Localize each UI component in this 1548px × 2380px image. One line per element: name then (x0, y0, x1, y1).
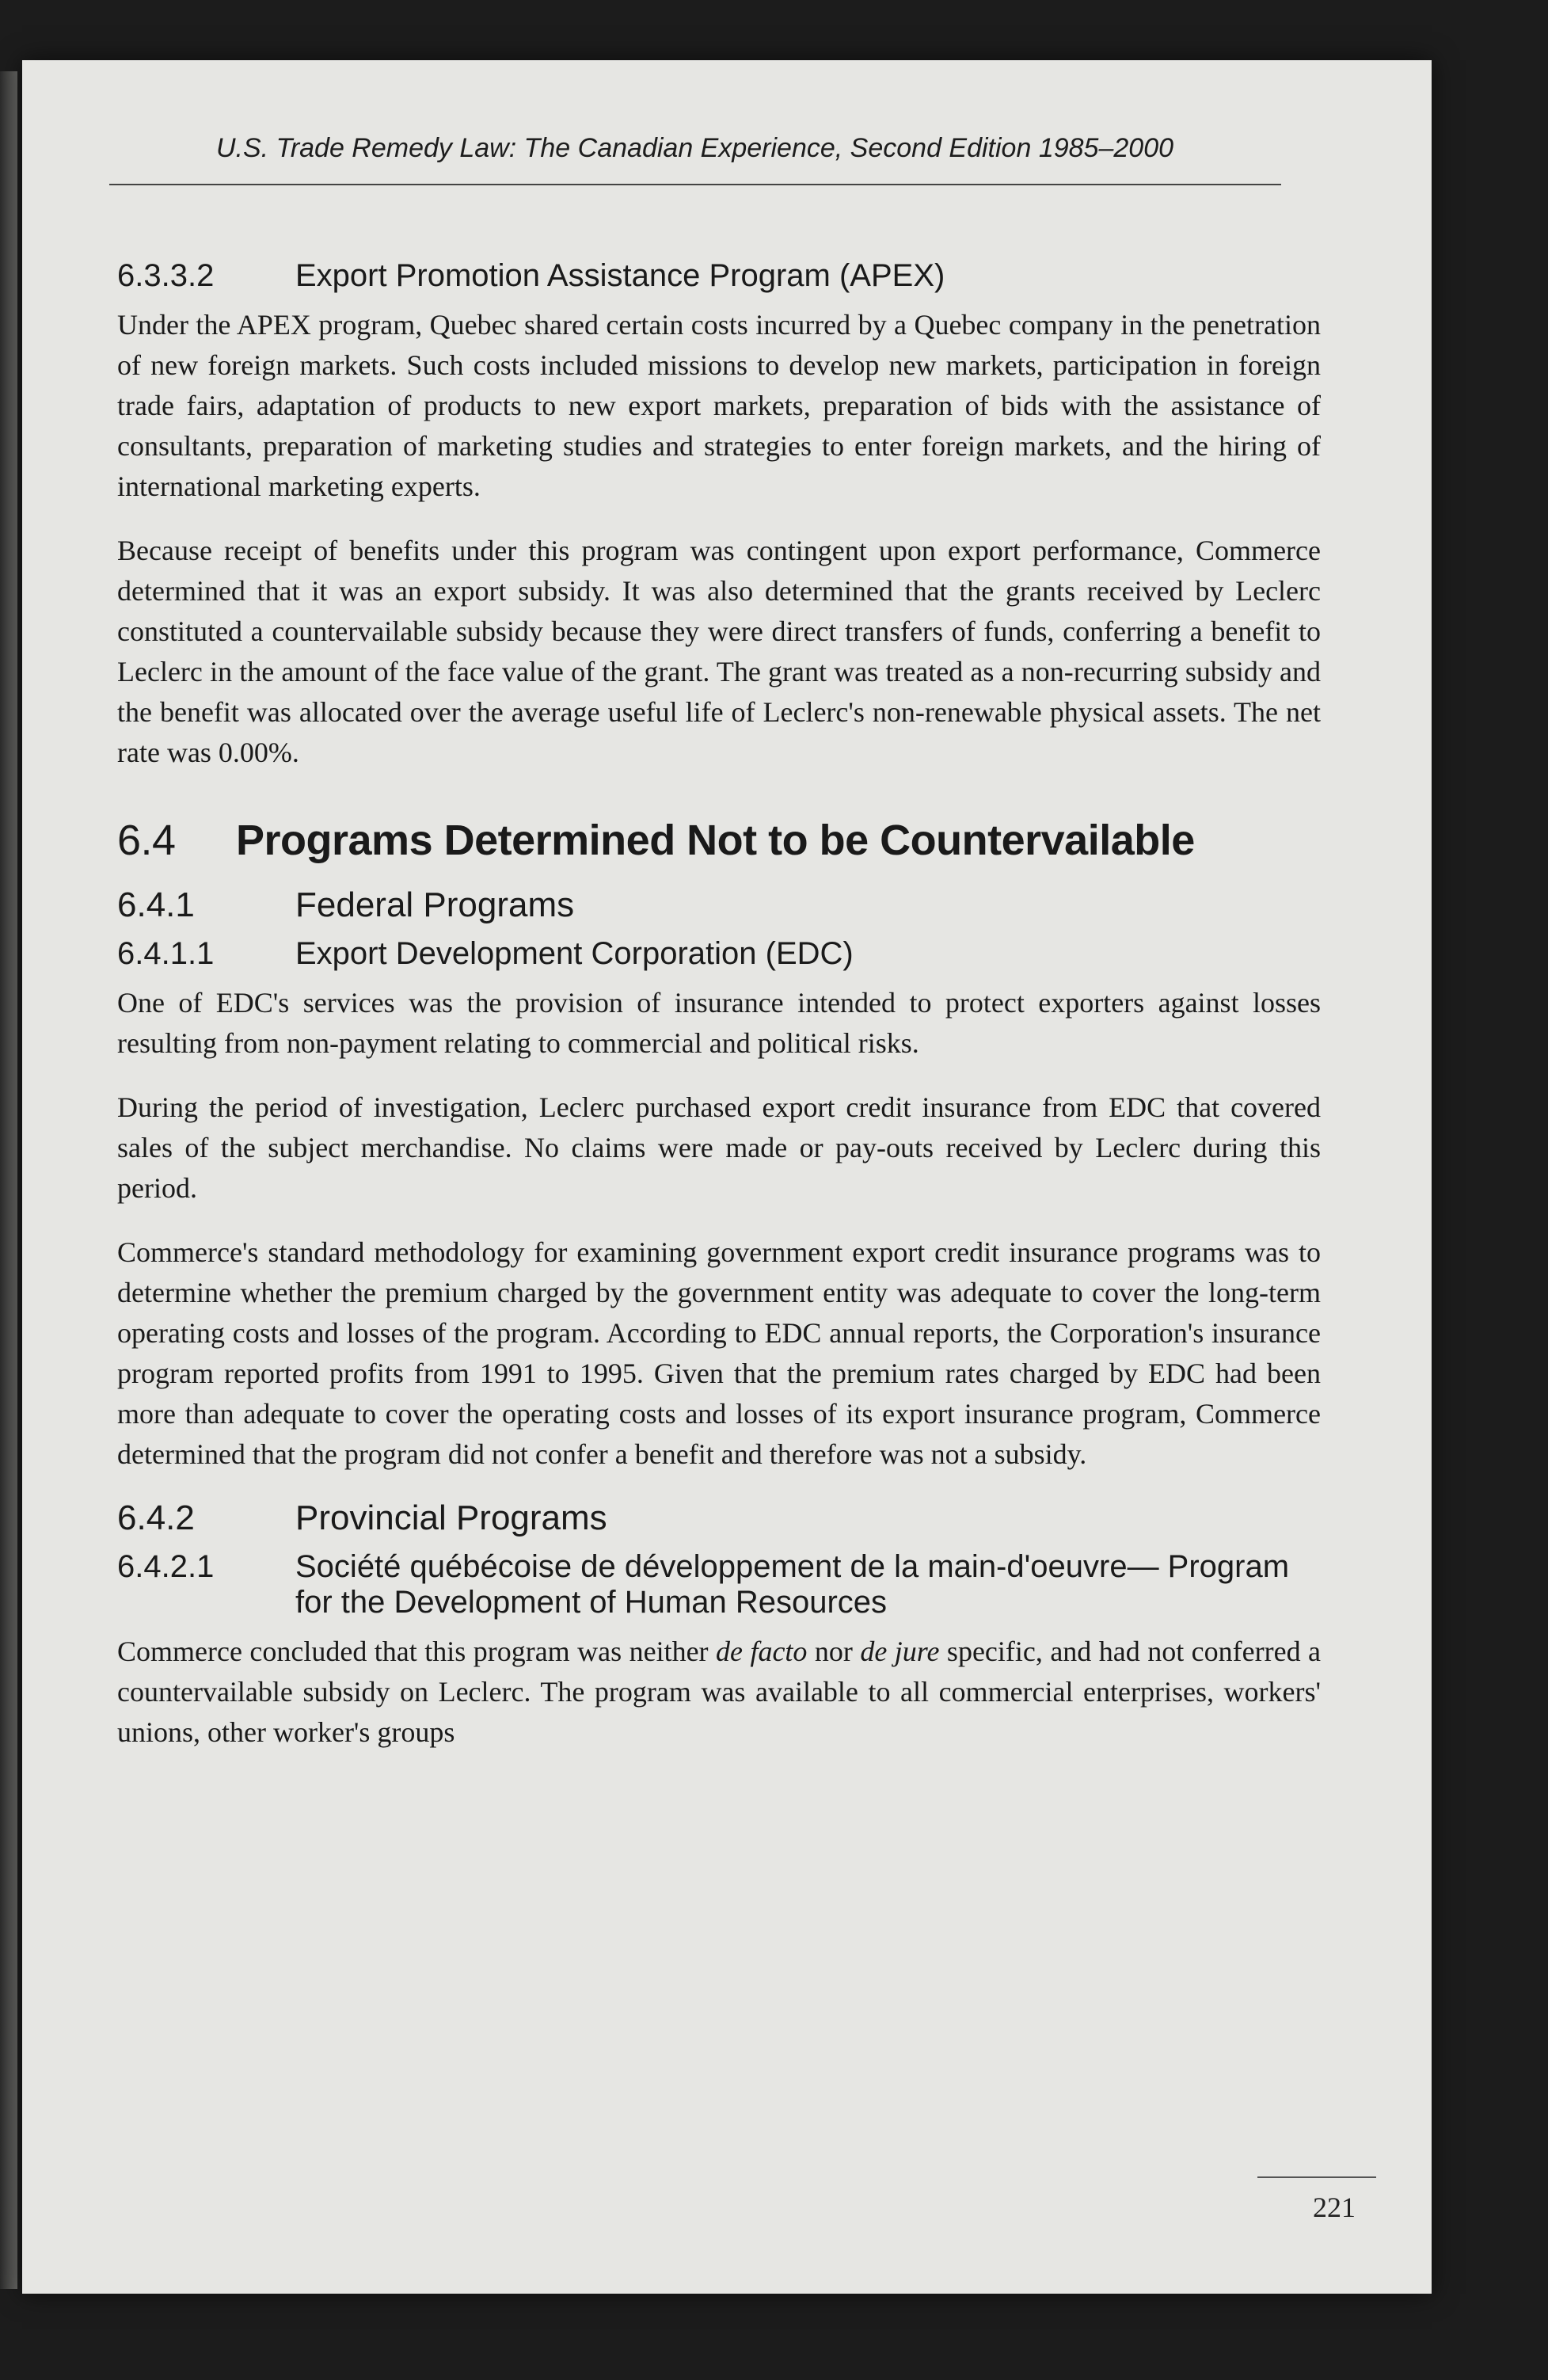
edc-paragraph-1: One of EDC's services was the provision of insurance intended to protect exporters against losses resulting from non-payment relating to commercial and political risks. (117, 987, 1321, 1059)
text-run: Commerce concluded that this program was neither (117, 1636, 716, 1667)
apex-paragraph-2: Because receipt of benefits under this program was contingent upon export performance, Commerce determined that it was an export subsidy. It was also determined that the grants received by Leclerc constituted a countervailable subsidy because they were direct transfers of funds, conferring a benefit to Leclerc in the amount of the face value of the grant. The grant was treated as a non-recurring subsidy and the benefit was allocated over the average useful life of Leclerc's non-renewable physical assets. The net rate was 0.00%. (117, 535, 1321, 768)
header-rule (109, 184, 1281, 185)
page-edge (0, 71, 17, 2289)
apex-paragraph-1: Under the APEX program, Quebec shared certain costs incurred by a Quebec company in the penetration of new foreign markets. Such costs included missions to develop new markets, participation in foreign trade fairs, adaptation of products to new export markets, preparation of bids with the assistance of consultants, preparation of marketing studies and strategies to enter foreign markets, and the hiring of international marketing experts. (117, 309, 1321, 502)
heading-6-3-3-2 (117, 258, 1321, 294)
edc-paragraph-3: Commerce's standard methodology for examining government export credit insurance programs was to determine whether the premium charged by the government entity was adequate to cover the long-term operating costs and losses of the program. According to EDC annual reports, the Corporation's insurance program reported profits from 1991 to 1995. Given that the premium rates charged by EDC had been more than adequate to cover the operating costs and losses of its export insurance program, Commerce determined that the program did not confer a benefit and therefore was not a subsidy. (117, 1236, 1321, 1470)
heading-number: 6.4.1.1 (117, 936, 215, 971)
page-content (117, 258, 1321, 1776)
sqdm-paragraph-1 (117, 1632, 1321, 1753)
page-number: 221 (1313, 2192, 1356, 2223)
heading-title: Programs Determined Not to be Countervailable (236, 817, 1195, 864)
heading-title: Société québécoise de développement de la main-d'oeuvre— Program for the Development of Human Resources (295, 1549, 1290, 1620)
footer-rule (1257, 2176, 1376, 2178)
heading-number: 6.4.2.1 (117, 1549, 215, 1584)
heading-6-4 (117, 816, 1321, 865)
heading-6-4-1-1 (117, 936, 1321, 972)
edc-paragraph-2: During the period of investigation, Leclerc purchased export credit insurance from EDC that covered sales of the subject merchandise. No claims were made or pay-outs received by Leclerc during this period. (117, 1091, 1321, 1204)
heading-title: Federal Programs (295, 885, 575, 924)
heading-title: Export Promotion Assistance Program (APEX) (295, 258, 945, 293)
italic-term: de facto (716, 1636, 808, 1667)
text-run: nor (807, 1636, 861, 1667)
heading-6-4-2-1 (117, 1549, 1321, 1620)
heading-number: 6.4.2 (117, 1498, 195, 1537)
heading-number: 6.4 (117, 817, 176, 864)
italic-term: de jure (860, 1636, 940, 1667)
heading-6-4-2 (117, 1498, 1321, 1538)
book-page (22, 60, 1432, 2294)
running-head: U.S. Trade Remedy Law: The Canadian Experience, Second Edition 1985–2000 (216, 133, 1174, 163)
text-run: specific, and had not conferred a countervailable subsidy on Leclerc. The program was available to all commercial enterprises, workers' unions, other worker's groups (117, 1636, 1322, 1748)
heading-number: 6.4.1 (117, 885, 195, 924)
heading-title: Provincial Programs (295, 1498, 607, 1537)
heading-number: 6.3.3.2 (117, 258, 215, 293)
heading-title: Export Development Corporation (EDC) (295, 936, 854, 971)
heading-6-4-1 (117, 885, 1321, 925)
